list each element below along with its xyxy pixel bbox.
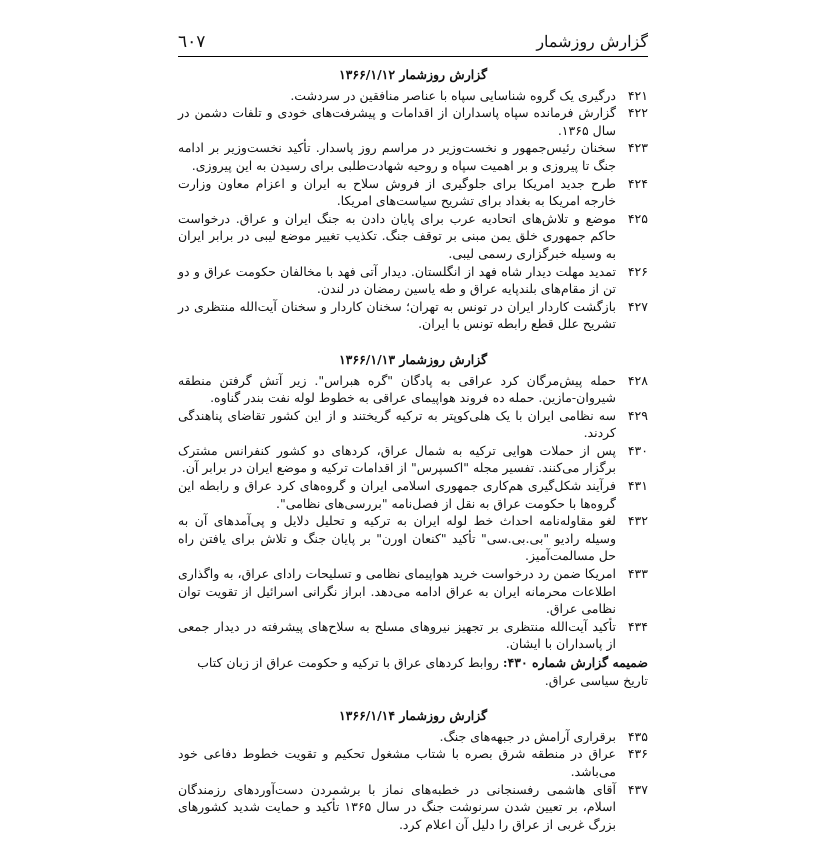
item-text: حمله پیش‌مرگان کرد عراقی به پادگان "گره هبراس". زیر آتش گرفتن منطقه شیروان-مازین. حمله ده فروند هواپیمای عراقی به خطوط لوله نفت بندر گناوه. [178, 372, 616, 406]
item-number: ۴۲۷ [627, 298, 648, 314]
item-number: ۴۳۵ [627, 728, 648, 744]
item-text: تمدید مهلت دیدار شاه فهد از انگلستان. دیدار آتی فهد با مخالفان حکومت عراق و دو تن از مقام‌های بلندپایه عراق و طه یاسین رمضان در لندن. [178, 263, 616, 297]
report-item [178, 442, 648, 477]
item-number: ۴۳۴ [627, 618, 648, 634]
item-text: سه نظامی ایران با یک هلی‌کوپتر به ترکیه گریختند و از این کشور تقاضای پناهندگی کردند. [178, 407, 616, 441]
report-item [178, 477, 648, 512]
item-text: آقای هاشمی رفسنجانی در خطبه‌های نماز با برشمردن دست‌آوردهای رزمندگان اسلام، بر تعیین شدن سرنوشت جنگ در سال ۱۳۶۵ تأکید و حمایت شدید کشورهای بزرگ غربی از عراق را دلیل آن اعلام کرد. [178, 781, 616, 832]
report-item [178, 372, 648, 407]
report-item [178, 210, 648, 263]
report-item [178, 618, 648, 653]
item-number: ۴۲۶ [627, 263, 648, 279]
report-item [178, 175, 648, 210]
item-text: درگیری یک گروه شناسایی سپاه با عناصر منافقین در سردشت. [290, 87, 616, 103]
item-text: پس از حملات هوایی ترکیه به شمال عراق، کردهای دو کشور کنفرانس مشترک برگزار می‌کنند. تفسیر مجله "اکسپرس" از اقدامات ترکیه و موضع ایران در برابر آن. [178, 442, 616, 476]
report-item [178, 263, 648, 298]
supplement-text: روابط کردهای عراق با ترکیه و حکومت عراق از زبان کتاب تاریخ سیاسی عراق. [197, 655, 648, 688]
report-item [178, 104, 648, 139]
section-title: گزارش روزشمار ۱۳۶۶/۱/۱۴ [338, 708, 488, 724]
page-body [178, 66, 648, 851]
report-item [178, 728, 648, 746]
item-number: ۴۲۵ [627, 210, 648, 226]
report-item [178, 298, 648, 333]
item-number: ۴۲۲ [627, 105, 648, 121]
report-section-3 [178, 707, 648, 833]
report-item [178, 407, 648, 442]
item-number: ۴۳۰ [627, 442, 648, 458]
report-item [178, 139, 648, 174]
supplement-note [178, 654, 648, 689]
item-text: سخنان رئیس‌جمهور و نخست‌وزیر در مراسم روز پاسدار. تأکید نخست‌وزیر بر ادامه جنگ تا پیروزی و بر اهمیت سپاه و روحیه شهادت‌طلبی برای رسیدن به این پیروزی. [178, 140, 616, 173]
item-text: موضع و تلاش‌های اتحادیه عرب برای پایان دادن به جنگ ایران و عراق. درخواست حاکم جمهوری خلق یمن مبنی بر توقف جنگ. تکذیب تغییر موضع لیبی در برابر ایران به وسیله خبرگزاری رسمی لیبی. [178, 210, 616, 261]
item-number: ۴۳۱ [627, 478, 648, 494]
supplement-label: ضمیمه گزارش شماره ۴۳۰: [502, 655, 648, 670]
report-section-2 [178, 351, 648, 689]
page-number: ٦٠٧ [178, 32, 206, 52]
item-text: فرآیند شکل‌گیری هم‌کاری جمهوری اسلامی ایران و گروه‌های کرد عراق و رابطه این گروه‌ها با حکومت عراق به نقل از فصل‌نامه "بررسی‌های نظامی". [178, 478, 616, 511]
item-number: ۴۲۳ [627, 140, 648, 156]
section-title: گزارش روزشمار ۱۳۶۶/۱/۱۲ [338, 67, 488, 82]
item-text: عراق در منطقه شرق بصره با شتاب مشغول تحکیم و تقویت خطوط دفاعی خود می‌باشد. [178, 746, 616, 779]
report-item [178, 512, 648, 565]
report-item [178, 565, 648, 618]
item-number: ۴۲۸ [627, 372, 648, 388]
report-item [178, 781, 648, 834]
item-number: ۴۳۷ [627, 781, 648, 797]
item-number: ۴۳۲ [627, 513, 648, 529]
running-header [178, 28, 648, 57]
item-text: طرح جدید امریکا برای جلوگیری از فروش سلاح به ایران و اعزام معاون وزارت خارجه امریکا به بغداد برای تشریح سیاست‌های امریکا. [178, 175, 616, 209]
item-number: ۴۲۱ [627, 87, 648, 103]
item-text: تأکید آیت‌الله منتظری بر تجهیز نیروهای مسلح به سلاح‌های پیشرفته در دیدار جمعی از پاسداران با ایشان. [178, 618, 616, 652]
section-title: گزارش روزشمار ۱۳۶۶/۱/۱۳ [338, 351, 488, 367]
item-text: امریکا ضمن رد درخواست خرید هواپیمای نظامی و تسلیحات رادای عراق، به واگذاری اطلاعات محرمانه ایران به عراق ادامه می‌دهد. ابراز نگرانی اسرائیل از تقویت توان نظامی عراق. [178, 566, 616, 617]
item-number: ۴۲۹ [627, 407, 648, 423]
item-number: ۴۳۳ [627, 566, 648, 582]
item-number: ۴۳۶ [627, 746, 648, 762]
report-item [178, 745, 648, 780]
running-title: گزارش روزشمار [536, 32, 648, 51]
report-section-1 [178, 66, 648, 333]
item-text: گزارش فرمانده سپاه پاسداران از اقدامات و پیشرفت‌های خودی و تلفات دشمن در سال ۱۳۶۵. [178, 105, 616, 138]
item-number: ۴۲۴ [627, 175, 648, 191]
report-item [178, 87, 648, 105]
item-text: لغو مقاوله‌نامه احداث خط لوله ایران به ترکیه و تحلیل دلایل و پی‌آمدهای آن به وسیله رادیو "بی.بی.سی" تأکید "کنعان اورن" بر پایان جنگ و تلاش برای یافتن راه حل مسالمت‌آمیز. [178, 513, 616, 564]
item-text: بازگشت کاردار ایران در تونس به تهران؛ سخنان کاردار و سخنان آیت‌الله منتظری در تشریح علل قطع رابطه تونس با ایران. [178, 298, 616, 332]
item-text: برقراری آرامش در جبهه‌های جنگ. [439, 728, 616, 744]
